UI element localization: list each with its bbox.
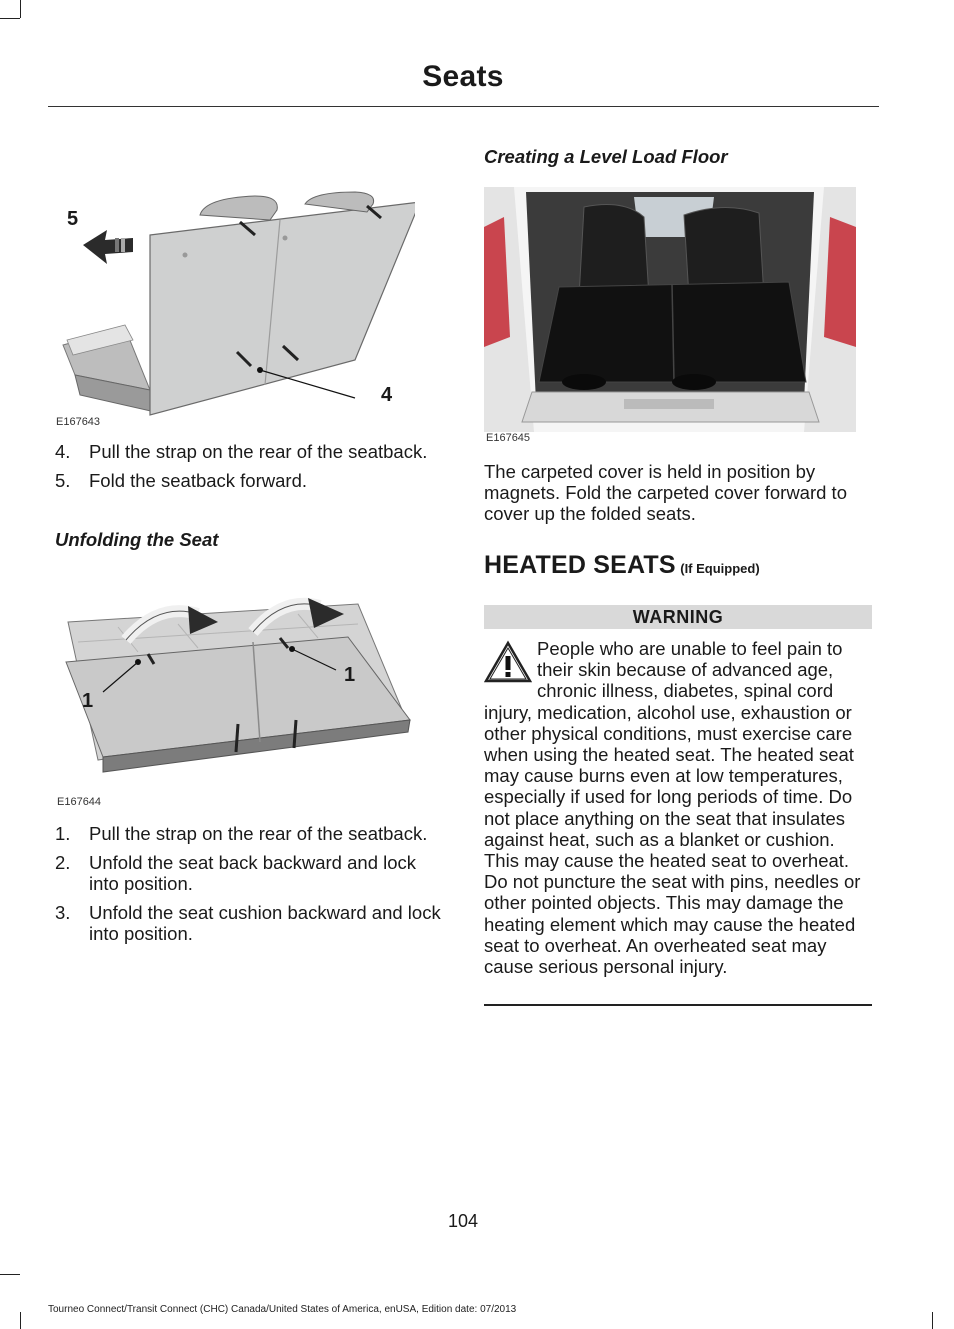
list-number: 4. xyxy=(55,441,71,462)
list-text: Pull the strap on the rear of the seatback. xyxy=(89,823,428,844)
level-floor-text: The carpeted cover is held in position by magnets. Fold the carpeted cover forward to cover up the folded seats. xyxy=(484,461,847,524)
list-text: Unfold the seat cushion backward and lock into position. xyxy=(89,902,441,944)
callout-5-label: 5 xyxy=(67,208,79,230)
list-number: 2. xyxy=(55,852,71,873)
list-number: 1. xyxy=(55,823,71,844)
warning-divider xyxy=(484,1004,872,1006)
list-item xyxy=(55,902,447,944)
crop-mark xyxy=(20,0,21,18)
unfold-steps-list xyxy=(55,823,447,952)
warning-banner: WARNING xyxy=(484,605,872,629)
list-item xyxy=(55,470,445,491)
callout-1-right-label: 1 xyxy=(344,664,356,686)
icon-spacer xyxy=(484,638,537,701)
callout-4-label: 4 xyxy=(381,384,393,406)
list-number: 3. xyxy=(55,902,71,923)
callout-1-left-label: 1 xyxy=(82,690,94,712)
heated-seats-title: HEATED SEATS xyxy=(484,551,676,579)
crop-mark xyxy=(20,1312,21,1329)
figure-code: E167645 xyxy=(486,432,531,444)
warning-text-block xyxy=(484,638,874,977)
crop-mark xyxy=(932,1312,933,1329)
list-item xyxy=(55,823,447,844)
fold-steps-list xyxy=(55,441,445,499)
list-item xyxy=(55,852,447,894)
list-item xyxy=(55,441,445,462)
crop-mark xyxy=(0,1274,20,1275)
crop-mark xyxy=(0,18,20,19)
list-number: 5. xyxy=(55,470,71,491)
list-text: Unfold the seat back backward and lock into position. xyxy=(89,852,417,894)
fold-seatback-illustration xyxy=(55,190,415,422)
heated-seats-heading xyxy=(484,551,760,580)
page-number: 104 xyxy=(447,1211,479,1231)
figure-code: E167644 xyxy=(57,796,102,808)
level-floor-heading: Creating a Level Load Floor xyxy=(484,146,728,167)
title-divider xyxy=(48,106,879,107)
page-title: Seats xyxy=(422,60,504,93)
figure-code: E167643 xyxy=(56,416,101,428)
list-text: Pull the strap on the rear of the seatback. xyxy=(89,441,428,462)
warning-text: People who are unable to feel pain to their skin because of advanced age, chronic illness, diabetes, spinal cord injury, medication, alcohol use, exhaustion or other physical conditions, must exercise care when using the heated seat. The heated seat may cause burns even at low temperatures, especially if used for long periods of time. Do not place anything on the seat that insulates against heat, such as a blanket or cushion. This may cause the heated seat to overheat. Do not puncture the seat with pins, needles or other pointed objects. This may damage the heating element which may cause the heated seat to overheat. An overheated seat may cause serious personal injury. xyxy=(484,638,861,978)
unfolding-heading: Unfolding the Seat xyxy=(55,529,219,550)
footer-edition-text: Tourneo Connect/Transit Connect (CHC) Canada/United States of America, enUSA, Edition date: 07/2013 xyxy=(48,1304,517,1315)
level-load-floor-photo xyxy=(484,187,856,432)
unfold-seat-illustration xyxy=(58,592,426,788)
if-equipped-label: (If Equipped) xyxy=(680,561,760,576)
list-text: Fold the seatback forward. xyxy=(89,470,307,491)
